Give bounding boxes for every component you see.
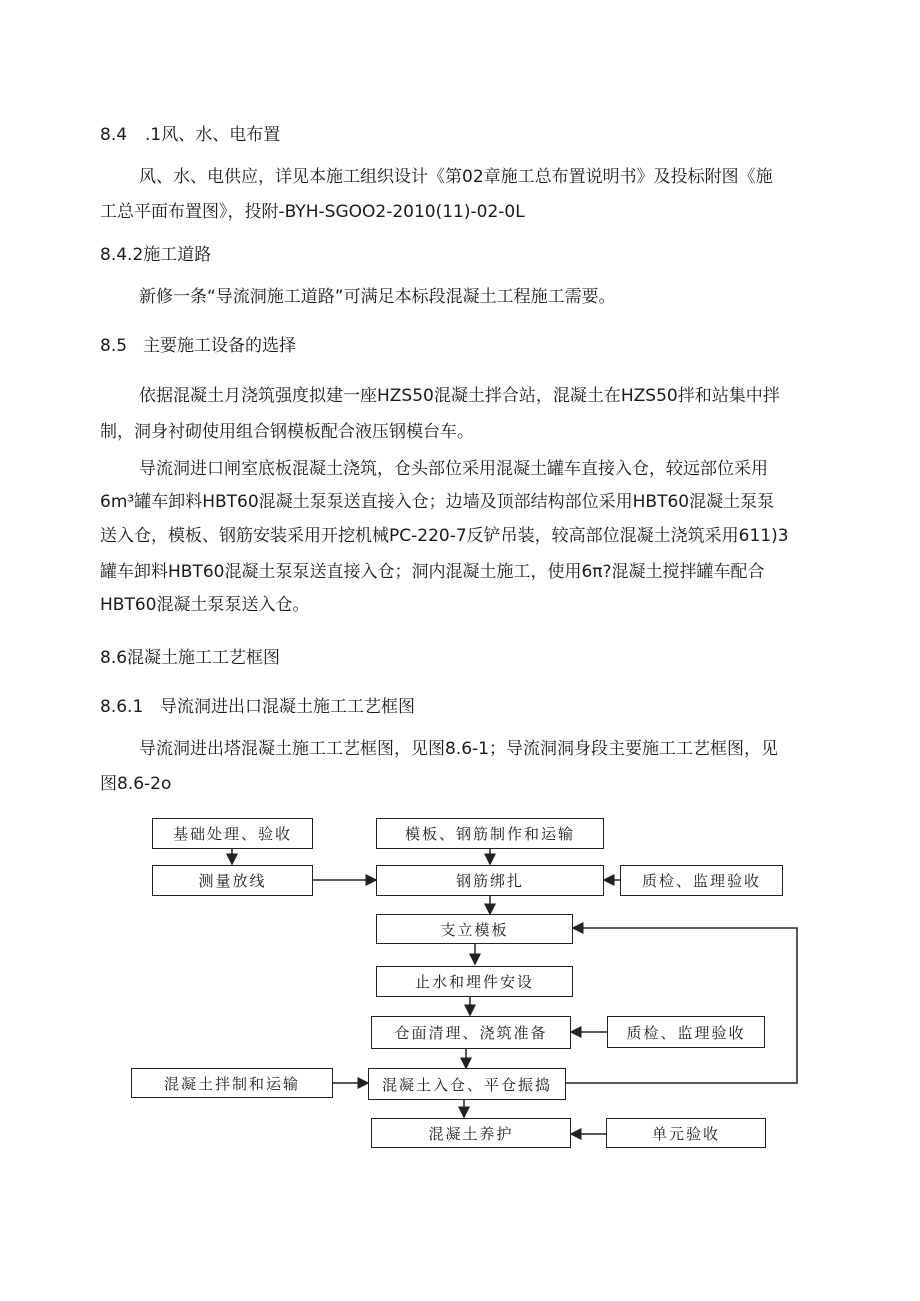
section-8-5-number: 8.5 [100, 336, 128, 356]
paragraph-5-line-2: 图8.6-2o [100, 774, 172, 794]
flow-label-cleaning: 仓面清理、浇筑准备 [394, 1024, 548, 1042]
section-8-6-heading: 8.6混凝土施工工艺框图 [100, 648, 281, 668]
section-8-6-1-title: 导流洞进出口混凝土施工工艺框图 [160, 697, 415, 717]
arrow-feedback-loop [566, 928, 797, 1083]
flow-label-formwork-rebar: 模板、钢筋制作和运输 [404, 825, 575, 843]
flow-label-survey: 测量放线 [198, 872, 267, 890]
flow-box-survey [152, 865, 313, 896]
flow-box-mixing [131, 1068, 333, 1098]
flow-label-rebar-tie: 钢筋绑扎 [455, 872, 524, 890]
paragraph-3-line-1: 依据混凝土月浇筑强度拟建一座HZS50混凝土拌合站，混凝土在HZS50拌和站集中拌 [139, 386, 780, 406]
flow-box-formwork-erect [376, 914, 573, 944]
paragraph-2: 新修一条“导流洞施工道路”可满足本标段混凝土工程施工需要。 [139, 287, 616, 307]
section-8-4-1-title: .1风、水、电布置 [145, 125, 281, 145]
paragraph-4-line-5: HBT60混凝土泵泵送入仓。 [100, 595, 310, 615]
section-8-4-1-number: 8.4 [100, 125, 128, 145]
flow-box-waterstop [376, 966, 573, 997]
flow-box-formwork-rebar [376, 818, 604, 849]
section-8-5-title: 主要施工设备的选择 [143, 336, 296, 356]
flow-box-curing [371, 1118, 571, 1148]
flow-box-qc-1 [620, 865, 783, 896]
paragraph-4-line-4: 罐车卸料HBT60混凝土泵泵送直接入仓；洞内混凝土施工，使用6π?混凝土搅拌罐车配合 [100, 562, 765, 582]
flow-label-mixing: 混凝土拌制和运输 [163, 1074, 300, 1093]
section-8-6-1-number: 8.6.1 [100, 697, 144, 717]
section-8-4-2-heading: 8.4.2施工道路 [100, 245, 212, 265]
flow-label-formwork-erect: 支立模板 [440, 920, 509, 939]
paragraph-1-line-2: 工总平面布置图》，投附-BYH-SGOO2-2010(11)-02-0L [100, 202, 525, 222]
flow-label-placement: 混凝土入仓、平仓振捣 [381, 1075, 552, 1094]
flow-label-qc-1: 质检、监理验收 [641, 872, 761, 890]
flow-label-foundation: 基础处理、验收 [172, 825, 292, 843]
paragraph-4-line-3: 送入仓，模板、钢筋安装采用开挖机械PC-220-7反铲吊装，较高部位混凝土浇筑采用611)3 [100, 526, 789, 546]
flow-box-placement [368, 1068, 566, 1100]
flow-box-qc-2 [607, 1016, 765, 1048]
paragraph-5-line-1: 导流洞进出塔混凝土施工工艺框图，见图8.6-1；导流洞洞身段主要施工工艺框图，见 [139, 739, 778, 759]
paragraph-4-line-2: 6m³罐车卸料HBT60混凝土泵泵送直接入仓；边墙及顶部结构部位采用HBT60混凝土泵泵 [100, 492, 775, 512]
flow-box-unit-acceptance [606, 1118, 766, 1148]
flow-label-qc-2: 质检、监理验收 [626, 1023, 746, 1042]
flow-box-rebar-tie [376, 865, 604, 896]
flow-box-foundation [152, 818, 313, 849]
flow-label-curing: 混凝土养护 [428, 1124, 514, 1143]
flow-label-unit-acceptance: 单元验收 [651, 1124, 720, 1143]
flow-label-waterstop: 止水和埋件安设 [414, 973, 534, 991]
flow-box-cleaning [371, 1016, 571, 1049]
paragraph-4-line-1: 导流洞进口闸室底板混凝土浇筑，仓头部位采用混凝土罐车直接入仓，较远部位采用 [139, 459, 768, 479]
paragraph-3-line-2: 制，洞身衬砌使用组合钢模板配合液压钢模台车。 [100, 422, 474, 442]
paragraph-1-line-1: 风、水、电供应，详见本施工组织设计《第02章施工总布置说明书》及投标附图《施 [139, 167, 773, 187]
